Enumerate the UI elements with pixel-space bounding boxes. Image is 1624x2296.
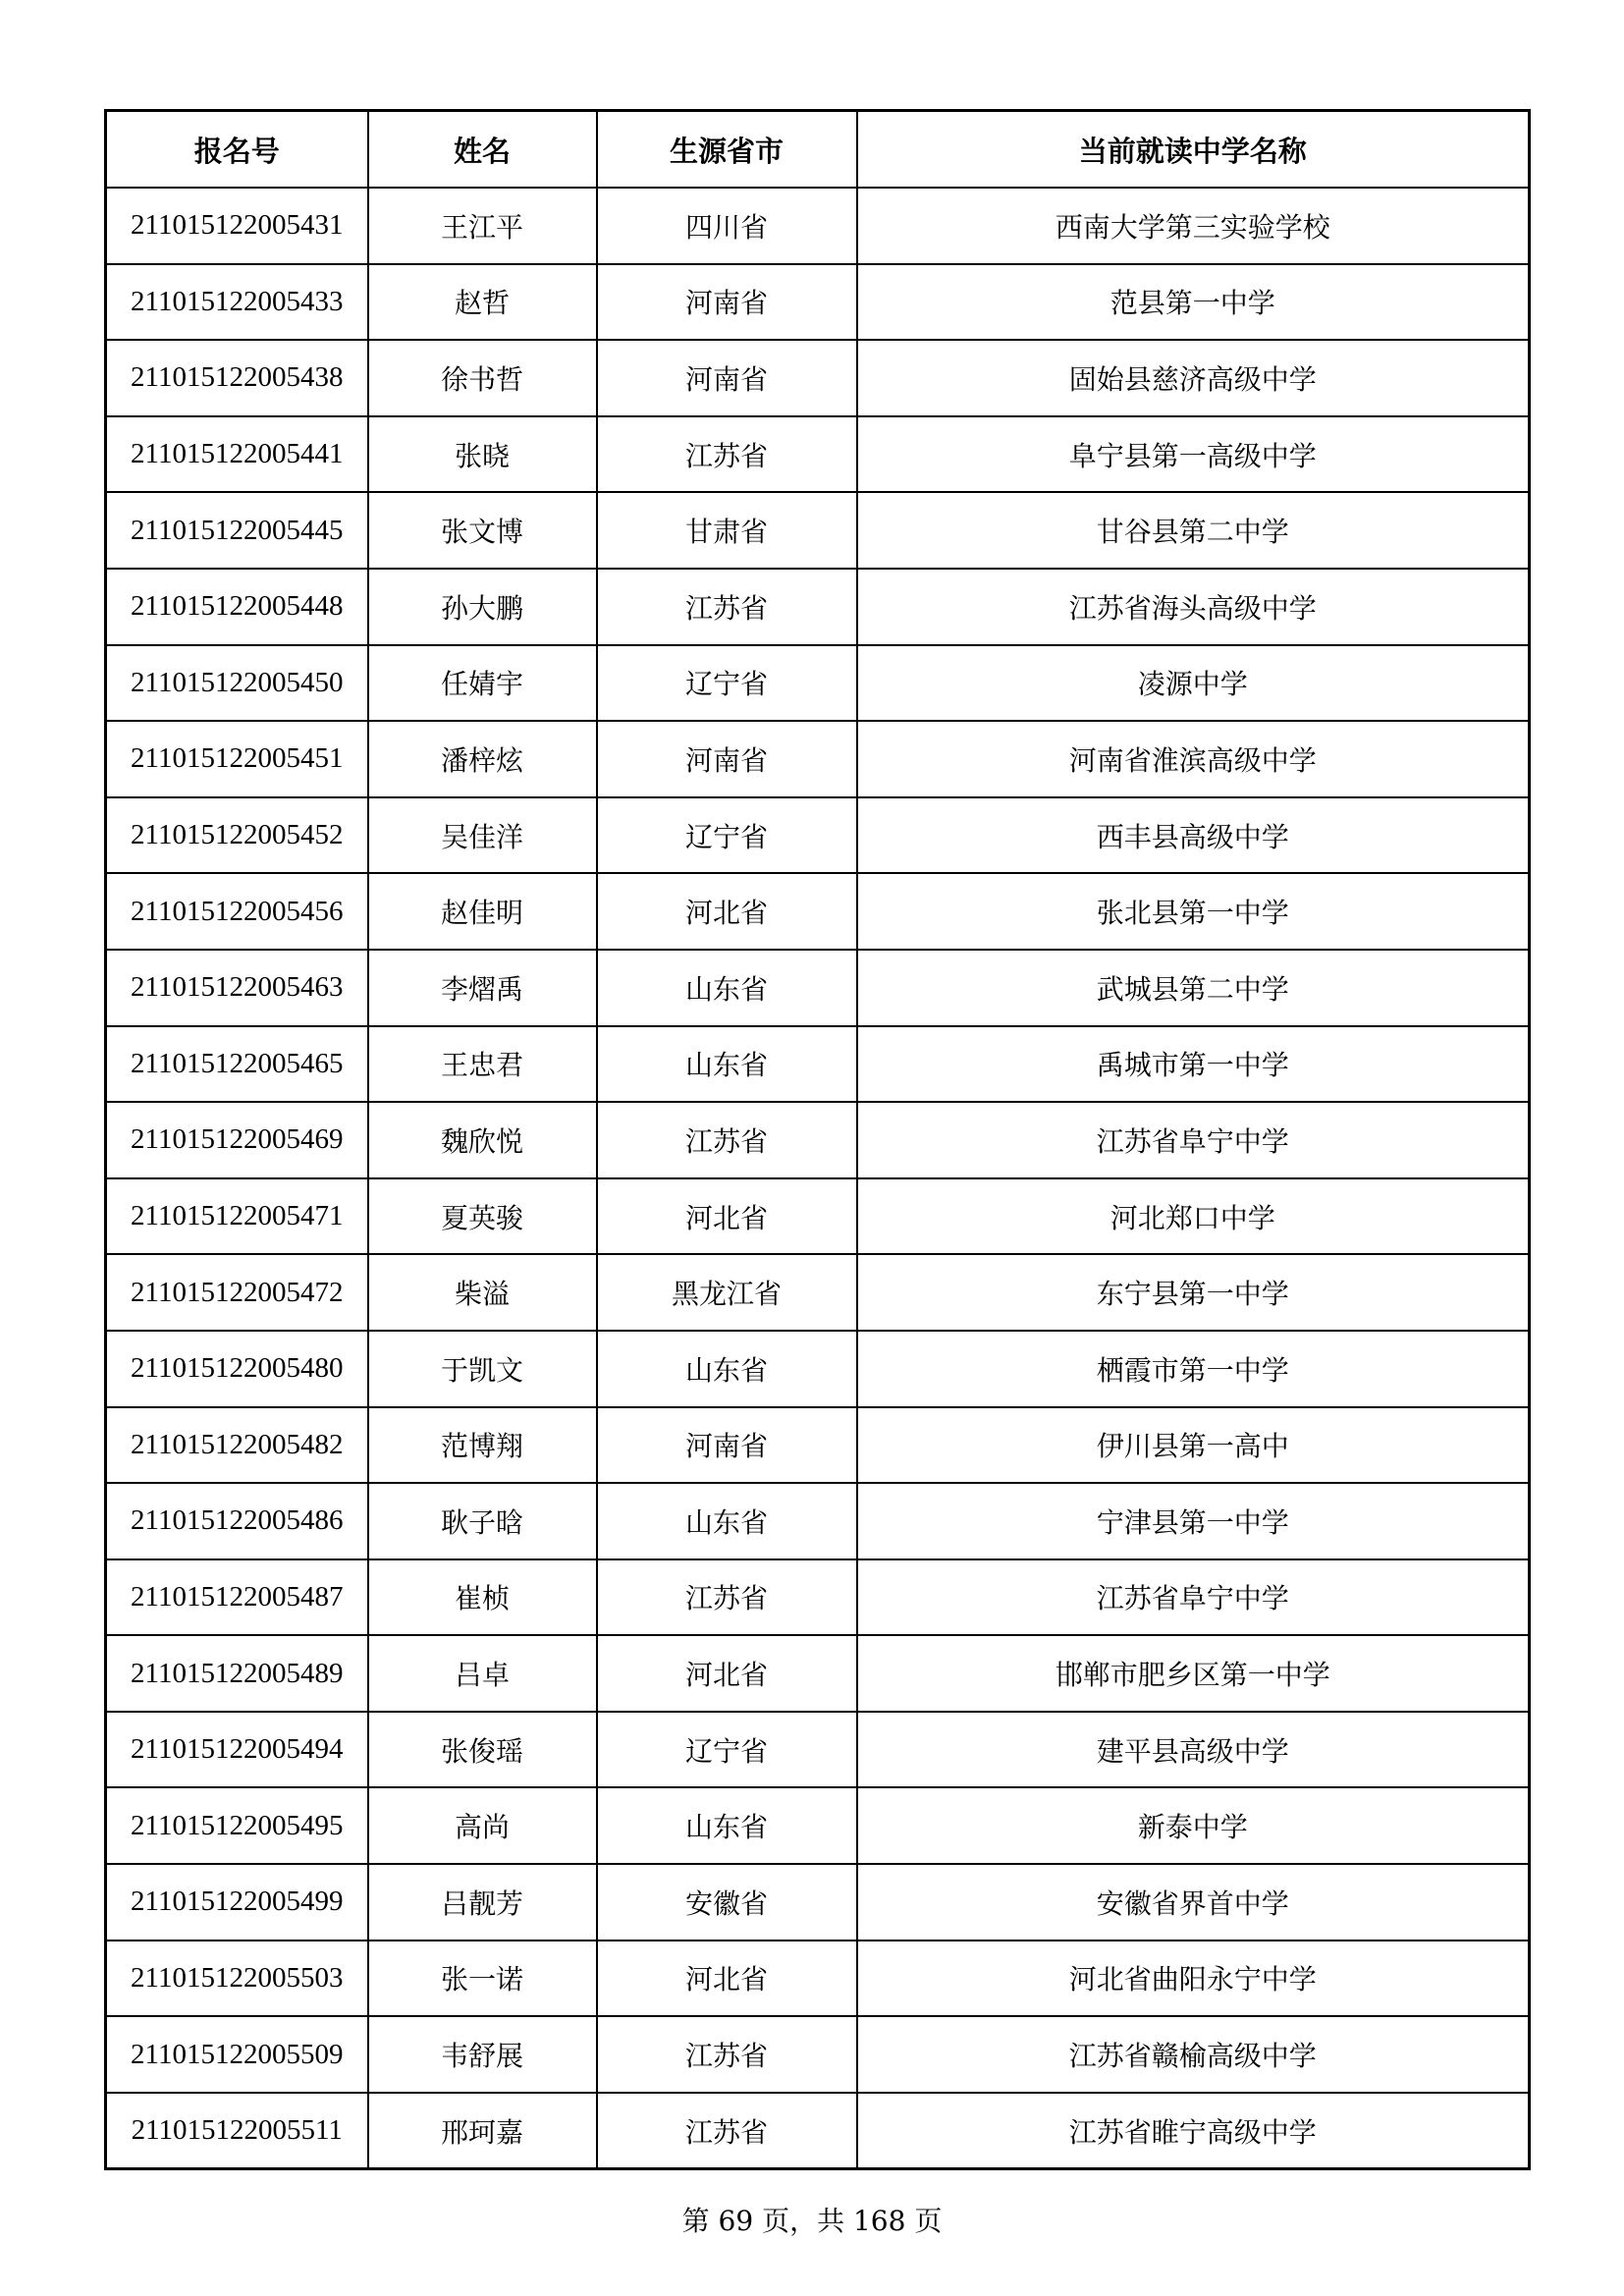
school-name-cell: 西南大学第三实验学校 <box>857 188 1530 264</box>
table-row <box>106 1407 1530 1484</box>
student-name-cell: 赵佳明 <box>368 873 597 950</box>
page-number: 第 69 页，共 168 页 <box>681 2205 943 2237</box>
registration-number-cell: 211015122005499 <box>106 1864 368 1941</box>
school-name-cell: 范县第一中学 <box>857 264 1530 341</box>
school-name-cell: 伊川县第一高中 <box>857 1407 1530 1484</box>
student-name-cell: 邢珂嘉 <box>368 2093 597 2169</box>
school-name-cell: 邯郸市肥乡区第一中学 <box>857 1635 1530 1712</box>
province-cell: 安徽省 <box>597 1864 857 1941</box>
table-row <box>106 2093 1530 2169</box>
province-cell: 河北省 <box>597 1635 857 1712</box>
school-name-cell: 武城县第二中学 <box>857 950 1530 1026</box>
school-name-cell: 江苏省海头高级中学 <box>857 569 1530 645</box>
province-cell: 河南省 <box>597 340 857 416</box>
school-name-cell: 张北县第一中学 <box>857 873 1530 950</box>
registration-number-cell: 211015122005480 <box>106 1331 368 1407</box>
table-row <box>106 264 1530 341</box>
table-body <box>106 188 1530 2169</box>
school-name-cell: 禹城市第一中学 <box>857 1026 1530 1103</box>
student-name-cell: 吕卓 <box>368 1635 597 1712</box>
province-cell: 河南省 <box>597 721 857 797</box>
registration-number-cell: 211015122005465 <box>106 1026 368 1103</box>
table-row <box>106 797 1530 874</box>
province-cell: 山东省 <box>597 1483 857 1559</box>
table-row <box>106 1941 1530 2017</box>
school-name-cell: 甘谷县第二中学 <box>857 492 1530 569</box>
province-cell: 河北省 <box>597 1178 857 1255</box>
province-cell: 黑龙江省 <box>597 1254 857 1331</box>
registration-number-cell: 211015122005487 <box>106 1559 368 1636</box>
student-list-table <box>104 109 1531 2170</box>
student-name-cell: 耿子晗 <box>368 1483 597 1559</box>
table-row <box>106 1635 1530 1712</box>
registration-number-cell: 211015122005463 <box>106 950 368 1026</box>
school-name-cell: 东宁县第一中学 <box>857 1254 1530 1331</box>
province-cell: 江苏省 <box>597 416 857 493</box>
student-name-cell: 张文博 <box>368 492 597 569</box>
province-cell: 河北省 <box>597 1941 857 2017</box>
table-row <box>106 645 1530 722</box>
registration-number-cell: 211015122005445 <box>106 492 368 569</box>
table-row <box>106 1178 1530 1255</box>
student-name-cell: 赵哲 <box>368 264 597 341</box>
registration-number-cell: 211015122005452 <box>106 797 368 874</box>
student-name-cell: 张俊瑶 <box>368 1712 597 1788</box>
province-cell: 山东省 <box>597 950 857 1026</box>
table-row <box>106 492 1530 569</box>
student-name-cell: 徐书哲 <box>368 340 597 416</box>
registration-number-cell: 211015122005486 <box>106 1483 368 1559</box>
table-row <box>106 2016 1530 2093</box>
student-name-cell: 任婧宇 <box>368 645 597 722</box>
student-name-cell: 孙大鹏 <box>368 569 597 645</box>
registration-number-cell: 211015122005511 <box>106 2093 368 2169</box>
student-name-cell: 魏欣悦 <box>368 1102 597 1178</box>
province-cell: 河南省 <box>597 264 857 341</box>
header-school: 当前就读中学名称 <box>857 111 1530 189</box>
registration-number-cell: 211015122005469 <box>106 1102 368 1178</box>
school-name-cell: 阜宁县第一高级中学 <box>857 416 1530 493</box>
student-name-cell: 柴溢 <box>368 1254 597 1331</box>
student-name-cell: 潘梓炫 <box>368 721 597 797</box>
province-cell: 辽宁省 <box>597 797 857 874</box>
table-row <box>106 340 1530 416</box>
registration-number-cell: 211015122005456 <box>106 873 368 950</box>
province-cell: 辽宁省 <box>597 645 857 722</box>
header-registration-number: 报名号 <box>106 111 368 189</box>
province-cell: 江苏省 <box>597 1559 857 1636</box>
table-row <box>106 1864 1530 1941</box>
student-name-cell: 王江平 <box>368 188 597 264</box>
province-cell: 甘肃省 <box>597 492 857 569</box>
student-name-cell: 高尚 <box>368 1787 597 1864</box>
student-name-cell: 张一诺 <box>368 1941 597 2017</box>
table-row <box>106 1254 1530 1331</box>
table-row <box>106 1026 1530 1103</box>
table-row <box>106 188 1530 264</box>
school-name-cell: 栖霞市第一中学 <box>857 1331 1530 1407</box>
province-cell: 山东省 <box>597 1026 857 1103</box>
table-row <box>106 1712 1530 1788</box>
table-row <box>106 1331 1530 1407</box>
table-row <box>106 569 1530 645</box>
registration-number-cell: 211015122005489 <box>106 1635 368 1712</box>
province-cell: 江苏省 <box>597 2093 857 2169</box>
student-name-cell: 崔桢 <box>368 1559 597 1636</box>
student-name-cell: 吕靓芳 <box>368 1864 597 1941</box>
registration-number-cell: 211015122005482 <box>106 1407 368 1484</box>
registration-number-cell: 211015122005451 <box>106 721 368 797</box>
student-name-cell: 吴佳洋 <box>368 797 597 874</box>
registration-number-cell: 211015122005433 <box>106 264 368 341</box>
header-name: 姓名 <box>368 111 597 189</box>
registration-number-cell: 211015122005450 <box>106 645 368 722</box>
school-name-cell: 安徽省界首中学 <box>857 1864 1530 1941</box>
table-row <box>106 1483 1530 1559</box>
registration-number-cell: 211015122005471 <box>106 1178 368 1255</box>
header-province: 生源省市 <box>597 111 857 189</box>
student-name-cell: 夏英骏 <box>368 1178 597 1255</box>
registration-number-cell: 211015122005494 <box>106 1712 368 1788</box>
registration-number-cell: 211015122005495 <box>106 1787 368 1864</box>
table-row <box>106 416 1530 493</box>
registration-number-cell: 211015122005472 <box>106 1254 368 1331</box>
table-row <box>106 1787 1530 1864</box>
table-row <box>106 1559 1530 1636</box>
student-name-cell: 韦舒展 <box>368 2016 597 2093</box>
table-row <box>106 950 1530 1026</box>
registration-number-cell: 211015122005503 <box>106 1941 368 2017</box>
province-cell: 河南省 <box>597 1407 857 1484</box>
province-cell: 山东省 <box>597 1787 857 1864</box>
school-name-cell: 新泰中学 <box>857 1787 1530 1864</box>
school-name-cell: 建平县高级中学 <box>857 1712 1530 1788</box>
table-header <box>106 111 1530 189</box>
school-name-cell: 固始县慈济高级中学 <box>857 340 1530 416</box>
table-row <box>106 721 1530 797</box>
school-name-cell: 河北郑口中学 <box>857 1178 1530 1255</box>
school-name-cell: 江苏省阜宁中学 <box>857 1559 1530 1636</box>
header-row <box>106 111 1530 189</box>
registration-number-cell: 211015122005441 <box>106 416 368 493</box>
province-cell: 江苏省 <box>597 569 857 645</box>
school-name-cell: 凌源中学 <box>857 645 1530 722</box>
province-cell: 四川省 <box>597 188 857 264</box>
school-name-cell: 西丰县高级中学 <box>857 797 1530 874</box>
registration-number-cell: 211015122005509 <box>106 2016 368 2093</box>
registration-number-cell: 211015122005438 <box>106 340 368 416</box>
table-row <box>106 873 1530 950</box>
province-cell: 辽宁省 <box>597 1712 857 1788</box>
student-list-table-container <box>104 109 1528 2170</box>
student-name-cell: 于凯文 <box>368 1331 597 1407</box>
student-name-cell: 李熠禹 <box>368 950 597 1026</box>
registration-number-cell: 211015122005431 <box>106 188 368 264</box>
school-name-cell: 河南省淮滨高级中学 <box>857 721 1530 797</box>
school-name-cell: 宁津县第一中学 <box>857 1483 1530 1559</box>
province-cell: 山东省 <box>597 1331 857 1407</box>
school-name-cell: 江苏省阜宁中学 <box>857 1102 1530 1178</box>
student-name-cell: 范博翔 <box>368 1407 597 1484</box>
student-name-cell: 张晓 <box>368 416 597 493</box>
province-cell: 河北省 <box>597 873 857 950</box>
student-name-cell: 王忠君 <box>368 1026 597 1103</box>
table-row <box>106 1102 1530 1178</box>
school-name-cell: 河北省曲阳永宁中学 <box>857 1941 1530 2017</box>
province-cell: 江苏省 <box>597 2016 857 2093</box>
school-name-cell: 江苏省睢宁高级中学 <box>857 2093 1530 2169</box>
registration-number-cell: 211015122005448 <box>106 569 368 645</box>
province-cell: 江苏省 <box>597 1102 857 1178</box>
school-name-cell: 江苏省赣榆高级中学 <box>857 2016 1530 2093</box>
